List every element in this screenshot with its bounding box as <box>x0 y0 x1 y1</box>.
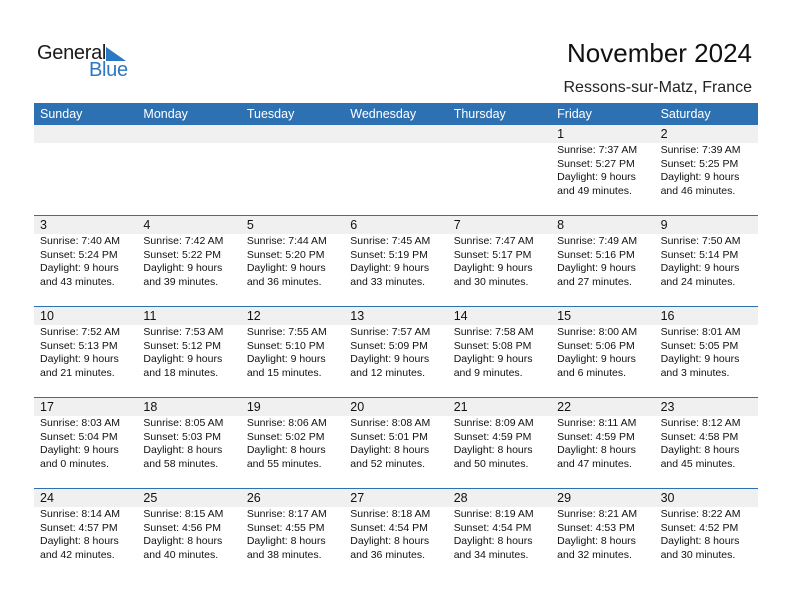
sunrise-time: Sunrise: 8:18 AM <box>350 508 431 520</box>
daylight-minutes: and 12 minutes. <box>350 366 425 379</box>
week-row <box>34 215 758 306</box>
daylight-hours: Daylight: 9 hours <box>660 353 740 365</box>
date-number: 17 <box>34 398 137 416</box>
sunset-time: Sunset: 5:09 PM <box>350 339 428 352</box>
sunset-time: Sunset: 4:57 PM <box>40 521 118 534</box>
date-number: 20 <box>344 398 447 416</box>
daylight-minutes: and 34 minutes. <box>453 548 529 561</box>
sunrise-time: Sunrise: 7:44 AM <box>246 235 327 247</box>
daylight-minutes: and 47 minutes. <box>557 457 632 470</box>
sun-info <box>241 507 344 562</box>
sun-info <box>344 234 447 289</box>
day-cell <box>448 398 551 488</box>
day-cell <box>34 216 137 306</box>
daylight-minutes: and 36 minutes. <box>246 275 322 288</box>
sunset-time: Sunset: 5:17 PM <box>453 248 532 261</box>
day-cell <box>241 398 344 488</box>
daylight-minutes: and 46 minutes. <box>660 184 736 197</box>
sunset-time: Sunset: 4:53 PM <box>557 521 635 534</box>
sunset-time: Sunset: 5:19 PM <box>350 248 428 261</box>
day-cell <box>34 489 137 579</box>
weekday-monday: Monday <box>143 107 188 121</box>
sunrise-time: Sunrise: 8:01 AM <box>660 326 741 338</box>
date-number: 21 <box>448 398 551 416</box>
daylight-hours: Daylight: 8 hours <box>453 535 533 547</box>
daylight-hours: Daylight: 9 hours <box>557 171 636 183</box>
day-cell <box>551 398 654 488</box>
sun-info <box>655 416 758 471</box>
sunrise-time: Sunrise: 7:55 AM <box>246 326 327 338</box>
day-cell <box>34 398 137 488</box>
sunrise-time: Sunrise: 8:08 AM <box>350 417 431 429</box>
sunrise-time: Sunrise: 7:45 AM <box>350 235 431 247</box>
sunset-time: Sunset: 5:05 PM <box>660 339 739 352</box>
daylight-hours: Daylight: 8 hours <box>246 535 326 547</box>
daylight-minutes: and 40 minutes. <box>143 548 219 561</box>
sunrise-time: Sunrise: 8:05 AM <box>143 417 224 429</box>
date-number: 13 <box>344 307 447 325</box>
date-number: 6 <box>344 216 447 234</box>
day-cell <box>655 216 758 306</box>
empty-day-cell <box>241 125 344 215</box>
date-number: 28 <box>448 489 551 507</box>
empty-day-cell <box>344 125 447 215</box>
sunset-time: Sunset: 4:59 PM <box>557 430 635 443</box>
date-number <box>344 125 447 143</box>
week-row <box>34 125 758 215</box>
date-number: 24 <box>34 489 137 507</box>
sun-info <box>448 234 551 289</box>
sun-info <box>551 143 654 198</box>
sunrise-time: Sunrise: 7:39 AM <box>660 144 741 156</box>
sunrise-time: Sunrise: 8:09 AM <box>453 417 534 429</box>
day-cell <box>448 216 551 306</box>
sunset-time: Sunset: 5:06 PM <box>557 339 635 352</box>
date-number: 30 <box>655 489 758 507</box>
date-number: 23 <box>655 398 758 416</box>
daylight-hours: Daylight: 9 hours <box>660 171 740 183</box>
sun-info <box>344 325 447 380</box>
day-cell <box>137 489 240 579</box>
day-cell <box>655 125 758 215</box>
sun-info <box>34 507 137 562</box>
weekday-wednesday: Wednesday <box>350 107 417 121</box>
sunset-time: Sunset: 5:14 PM <box>660 248 739 261</box>
sunset-time: Sunset: 5:16 PM <box>557 248 635 261</box>
daylight-minutes: and 9 minutes. <box>453 366 523 379</box>
sunrise-time: Sunrise: 7:42 AM <box>143 235 224 247</box>
date-number: 12 <box>241 307 344 325</box>
sun-info <box>551 416 654 471</box>
calendar-grid <box>34 103 758 579</box>
daylight-minutes: and 45 minutes. <box>660 457 736 470</box>
date-number <box>137 125 240 143</box>
daylight-minutes: and 55 minutes. <box>246 457 322 470</box>
sun-info <box>448 325 551 380</box>
sun-info <box>344 416 447 471</box>
daylight-hours: Daylight: 8 hours <box>246 444 326 456</box>
date-number: 8 <box>551 216 654 234</box>
sunset-time: Sunset: 5:13 PM <box>40 339 118 352</box>
daylight-hours: Daylight: 9 hours <box>350 262 430 274</box>
brand-name-general: General <box>37 42 107 64</box>
daylight-hours: Daylight: 8 hours <box>143 444 223 456</box>
daylight-hours: Daylight: 9 hours <box>40 353 119 365</box>
sunset-time: Sunset: 5:04 PM <box>40 430 118 443</box>
sunrise-time: Sunrise: 7:37 AM <box>557 144 638 156</box>
date-number: 5 <box>241 216 344 234</box>
day-cell <box>344 398 447 488</box>
date-number <box>34 125 137 143</box>
sunset-time: Sunset: 5:01 PM <box>350 430 428 443</box>
daylight-minutes: and 30 minutes. <box>453 275 529 288</box>
day-cell <box>344 307 447 397</box>
daylight-minutes: and 30 minutes. <box>660 548 736 561</box>
day-cell <box>137 307 240 397</box>
sunrise-time: Sunrise: 7:53 AM <box>143 326 224 338</box>
day-cell <box>241 307 344 397</box>
daylight-minutes: and 32 minutes. <box>557 548 632 561</box>
sunset-time: Sunset: 4:59 PM <box>453 430 532 443</box>
daylight-minutes: and 18 minutes. <box>143 366 219 379</box>
day-cell <box>448 489 551 579</box>
day-cell <box>241 489 344 579</box>
date-number: 22 <box>551 398 654 416</box>
sunset-time: Sunset: 4:58 PM <box>660 430 739 443</box>
daylight-minutes: and 15 minutes. <box>246 366 322 379</box>
sun-info <box>137 234 240 289</box>
day-cell <box>34 307 137 397</box>
daylight-hours: Daylight: 8 hours <box>40 535 119 547</box>
daylight-minutes: and 27 minutes. <box>557 275 632 288</box>
sun-info <box>241 325 344 380</box>
date-number: 1 <box>551 125 654 143</box>
sun-info <box>34 325 137 380</box>
brand-name-blue: Blue <box>89 59 128 81</box>
daylight-hours: Daylight: 9 hours <box>246 353 326 365</box>
day-cell <box>137 216 240 306</box>
sunrise-time: Sunrise: 7:49 AM <box>557 235 638 247</box>
daylight-hours: Daylight: 9 hours <box>453 353 533 365</box>
day-cell <box>551 216 654 306</box>
sunrise-time: Sunrise: 7:50 AM <box>660 235 741 247</box>
sunrise-time: Sunrise: 7:47 AM <box>453 235 534 247</box>
daylight-hours: Daylight: 9 hours <box>453 262 533 274</box>
date-number: 18 <box>137 398 240 416</box>
daylight-hours: Daylight: 8 hours <box>660 444 740 456</box>
daylight-hours: Daylight: 9 hours <box>40 262 119 274</box>
sunset-time: Sunset: 5:24 PM <box>40 248 118 261</box>
weekday-thursday: Thursday <box>453 107 506 121</box>
sun-info <box>655 325 758 380</box>
sun-info <box>448 507 551 562</box>
sunrise-time: Sunrise: 7:40 AM <box>40 235 120 247</box>
daylight-minutes: and 24 minutes. <box>660 275 736 288</box>
sun-info <box>551 507 654 562</box>
daylight-hours: Daylight: 9 hours <box>246 262 326 274</box>
sun-info <box>448 416 551 471</box>
daylight-hours: Daylight: 8 hours <box>453 444 533 456</box>
sunrise-time: Sunrise: 8:03 AM <box>40 417 120 429</box>
day-cell <box>344 489 447 579</box>
brand-logo <box>37 42 137 82</box>
sunrise-time: Sunrise: 8:14 AM <box>40 508 120 520</box>
week-row <box>34 306 758 397</box>
daylight-hours: Daylight: 8 hours <box>143 535 223 547</box>
empty-day-cell <box>34 125 137 215</box>
weekday-friday: Friday <box>557 107 592 121</box>
date-number: 10 <box>34 307 137 325</box>
date-number: 11 <box>137 307 240 325</box>
daylight-hours: Daylight: 8 hours <box>660 535 740 547</box>
date-number: 29 <box>551 489 654 507</box>
date-number: 7 <box>448 216 551 234</box>
date-number <box>448 125 551 143</box>
sunrise-time: Sunrise: 8:12 AM <box>660 417 741 429</box>
daylight-hours: Daylight: 9 hours <box>557 353 636 365</box>
sun-info <box>34 416 137 471</box>
daylight-minutes: and 42 minutes. <box>40 548 115 561</box>
sunrise-time: Sunrise: 8:06 AM <box>246 417 327 429</box>
daylight-hours: Daylight: 9 hours <box>143 262 223 274</box>
daylight-minutes: and 39 minutes. <box>143 275 219 288</box>
daylight-hours: Daylight: 8 hours <box>557 444 636 456</box>
sunset-time: Sunset: 5:03 PM <box>143 430 222 443</box>
daylight-hours: Daylight: 9 hours <box>660 262 740 274</box>
sun-info <box>655 234 758 289</box>
daylight-minutes: and 52 minutes. <box>350 457 425 470</box>
sunset-time: Sunset: 4:54 PM <box>350 521 428 534</box>
daylight-minutes: and 6 minutes. <box>557 366 627 379</box>
sunset-time: Sunset: 4:56 PM <box>143 521 222 534</box>
weekday-saturday: Saturday <box>660 107 711 121</box>
daylight-hours: Daylight: 9 hours <box>143 353 223 365</box>
daylight-minutes: and 49 minutes. <box>557 184 632 197</box>
week-row <box>34 488 758 579</box>
date-number: 19 <box>241 398 344 416</box>
sun-info <box>344 507 447 562</box>
day-cell <box>344 216 447 306</box>
date-number: 9 <box>655 216 758 234</box>
sunrise-time: Sunrise: 8:22 AM <box>660 508 741 520</box>
sun-info <box>551 234 654 289</box>
daylight-minutes: and 43 minutes. <box>40 275 115 288</box>
date-number: 14 <box>448 307 551 325</box>
daylight-minutes: and 3 minutes. <box>660 366 730 379</box>
daylight-hours: Daylight: 9 hours <box>557 262 636 274</box>
day-cell <box>551 125 654 215</box>
date-number: 15 <box>551 307 654 325</box>
sunset-time: Sunset: 4:52 PM <box>660 521 739 534</box>
sunrise-time: Sunrise: 8:21 AM <box>557 508 638 520</box>
sun-info <box>34 234 137 289</box>
date-number: 25 <box>137 489 240 507</box>
date-number: 3 <box>34 216 137 234</box>
sunrise-time: Sunrise: 8:11 AM <box>557 417 637 429</box>
location-label: Ressons-sur-Matz, France <box>563 79 752 96</box>
day-cell <box>551 307 654 397</box>
sunrise-time: Sunrise: 8:15 AM <box>143 508 224 520</box>
sunset-time: Sunset: 5:08 PM <box>453 339 532 352</box>
daylight-minutes: and 58 minutes. <box>143 457 219 470</box>
sunset-time: Sunset: 5:02 PM <box>246 430 325 443</box>
sun-info <box>137 325 240 380</box>
day-cell <box>241 216 344 306</box>
day-cell <box>448 307 551 397</box>
daylight-hours: Daylight: 8 hours <box>557 535 636 547</box>
weeks-container <box>34 125 758 579</box>
daylight-hours: Daylight: 8 hours <box>350 444 430 456</box>
sun-info <box>551 325 654 380</box>
sunrise-time: Sunrise: 7:57 AM <box>350 326 431 338</box>
daylight-minutes: and 21 minutes. <box>40 366 115 379</box>
date-number: 27 <box>344 489 447 507</box>
daylight-hours: Daylight: 9 hours <box>40 444 119 456</box>
sunset-time: Sunset: 5:20 PM <box>246 248 325 261</box>
sunrise-time: Sunrise: 7:52 AM <box>40 326 120 338</box>
date-number: 16 <box>655 307 758 325</box>
date-number: 26 <box>241 489 344 507</box>
date-number <box>241 125 344 143</box>
daylight-minutes: and 38 minutes. <box>246 548 322 561</box>
page-title: November 2024 <box>567 38 752 68</box>
sunrise-time: Sunrise: 8:19 AM <box>453 508 534 520</box>
day-cell <box>655 398 758 488</box>
sun-info <box>655 143 758 198</box>
sun-info <box>137 507 240 562</box>
sunrise-time: Sunrise: 8:17 AM <box>246 508 327 520</box>
weekday-header-row <box>34 103 758 125</box>
sunset-time: Sunset: 5:12 PM <box>143 339 222 352</box>
daylight-minutes: and 36 minutes. <box>350 548 425 561</box>
empty-day-cell <box>137 125 240 215</box>
daylight-hours: Daylight: 9 hours <box>350 353 430 365</box>
sunset-time: Sunset: 4:55 PM <box>246 521 325 534</box>
empty-day-cell <box>448 125 551 215</box>
sunset-time: Sunset: 4:54 PM <box>453 521 532 534</box>
week-row <box>34 397 758 488</box>
daylight-hours: Daylight: 8 hours <box>350 535 430 547</box>
day-cell <box>655 307 758 397</box>
sun-info <box>241 234 344 289</box>
date-number: 2 <box>655 125 758 143</box>
sunset-time: Sunset: 5:10 PM <box>246 339 325 352</box>
daylight-minutes: and 50 minutes. <box>453 457 529 470</box>
sun-info <box>137 416 240 471</box>
weekday-sunday: Sunday <box>40 107 83 121</box>
sun-info <box>655 507 758 562</box>
sunset-time: Sunset: 5:22 PM <box>143 248 222 261</box>
sun-info <box>241 416 344 471</box>
sunrise-time: Sunrise: 8:00 AM <box>557 326 638 338</box>
day-cell <box>137 398 240 488</box>
date-number: 4 <box>137 216 240 234</box>
weekday-tuesday: Tuesday <box>246 107 295 121</box>
daylight-minutes: and 33 minutes. <box>350 275 425 288</box>
sunset-time: Sunset: 5:27 PM <box>557 157 635 170</box>
day-cell <box>551 489 654 579</box>
sunset-time: Sunset: 5:25 PM <box>660 157 739 170</box>
daylight-minutes: and 0 minutes. <box>40 457 109 470</box>
day-cell <box>655 489 758 579</box>
sunrise-time: Sunrise: 7:58 AM <box>453 326 534 338</box>
